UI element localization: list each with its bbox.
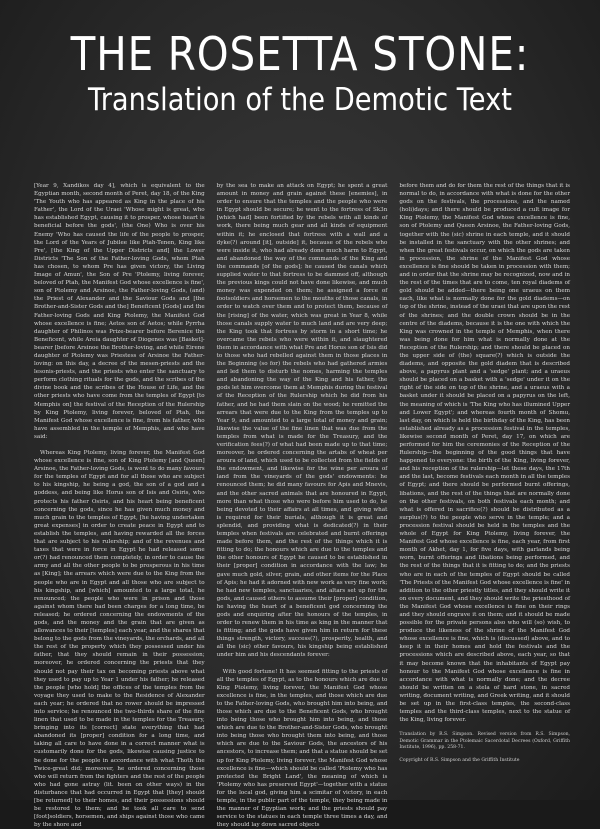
text-column-2 xyxy=(216,182,388,829)
translation-credits: Translation by R.S. Simpson. Revised version from R.S. Simpson, Demotic Grammar in the Ptolemaic Sacerdotal Decrees (Oxford, Griffith Institute, 1996), pp. 258-71. xyxy=(399,732,571,751)
copyright-notice: Copyright of R.S. Simpson and the Griffith Institute xyxy=(399,757,520,763)
column-2-paragraph-1: by the sea to make an attack on Egypt; he spent a great amount in money and grain against these [enemies], in order to ensure that the temples and the people who were in Egypt should be secure; he went to the fortress of Sk3n [which had] been fortified by the rebels with all kinds of work, there being much gear and all kinds of equipment within it; he enclosed that fortress with a wall and a dyke(?) around [it], outside] it, because of the rebels who were inside it, who had already done much harm to Egypt, and abandoned the way of the commands of the King and the commands [of the gods]; he caused the canals which supplied water to that fortress to be dammed off, although the previous kings could not have done likewise, and much money was expended on them; he assigned a force of footsoldiers and horsemen to the mouths of those canals, in order to watch over them and to protect them, because of the [rising] of the water, which was great in Year 8, while those canals supply water to much land and are very deep; the King took that fortress by storm in a short time; he overcame the rebels who were within it, and slaughtered them in accordance with what Pre and Horus son of Isis did to those who had rebelled against them in those places in the Beginning (so for) the rebels who had gathered armies and led them to disturb the nomes, harming the temples and abandoning the way of the King and his father, the gods let him overcome them at Memphis during the festival of the Reception of the Rulership which he did from his father, and he had them slain on the wood; he remitted the arrears that were due to the King from the temples up to Year 9, and amounted to a large total of money and grain; likewise the value of the fine linen that was due from the temples from what is made for the Treasury, and the verification fees(?) of what had been made up to that time; moreover, he ordered concerning the artabs of wheat per aroura of land, which used to be collected from the fields of the endowment, and likewise for the wine per aroura of land from the vineyards of the gods' endowments: he renounced them; he did many favours for Apis and Mnevis, and the other sacred animals that are honoured in Egypt, more than what those who were before him used to do, he being devoted to their affairs at all times, and giving what is required for their burials, although it is great and splendid, and providing what is dedicated(?) in their temples when festivals are celebrated and burnt offerings made before them, and the rest of the things which it is fitting to do; the honours which are due to the temples and the other honours of Egypt he caused to be established in their [proper] condition in accordance with the law; he gave much gold, silver, grain, and other items for the Place of Apis; he had it adorned with new work as very fine work; he had new temples, sanctuaries, and altars set up for the gods, and caused others to assume their [proper] condition, he having the heart of a beneficent god concerning the gods and enquiring after the honours of the temples, in order to renew them in his time as king in the manner that is fitting; and the gods have given him in return for these things strength, victory, success(?), prosperity, health, and all the (sic) other favours, his kingship being established under him and his descendants forever: xyxy=(216,183,388,659)
page-subtitle: Translation of the Demotic Text xyxy=(88,82,512,118)
column-1-paragraph-2: Whereas King Ptolemy, living forever, the Manifest God whose excellence is fine, son of King Ptolemy [and Queen] Arsinoe, the Father-loving Gods, is wont to do many favours for the temples of Egypt and for all those who are subject to his kingship, he being a god, the son of a god and a goddess, and being like Horus son of Isis and Osiris, who protects his father Osiris, and his heart being beneficent concerning the gods, since he has given much money and much grain to the temples of Egypt, [he having undertaken great expenses] in order to create peace in Egypt and to establish the temples, and having rewarded all the forces that are subject to his rulership; and of the revenues and taxes that were in force in Egypt he had released some or(?) had renounced them completely, in order to cause the army and all the other people to be prosperous in his time as [King]; the arrears which were due to the King from the people who are in Egypt and all those who are subject to his kingship, and [which] amounted to a large total, he renounced; the people who were in prison and those against whom there had been charges for a long time, he released; he ordered concerning the endowments of the gods, and the money and the grain that are given as allowances to their [temples] each year, and the shares that belong to the gods from the vineyards, the orchards, and all the rest of the property which they possessed under his father, that they should remain in their possession; moreover, he ordered concerning the priests that they should not pay their tax on becoming priests above what they used to pay up to Year 1 under his father; he released the people [who hold] the offices of the temples from the voyage they used to make to the Residence of Alexander each year; he ordered that no rower should be impressed into service; he renounced the two-thirds share of the fine linen that used to be made in the temples for the Treasury, bringing into its [correct] state everything that had abandoned its [proper] condition for a long time, and taking all care to have done in a correct manner what is customarily done for the gods, likewise causing justice to be done for the people in accordance with what Thoth the Twice-great did; moreover, he ordered concerning those who will return from the fighters and the rest of the people who had gone astray (lit. been on other ways) in the disturbance that had occurred in Egypt that [they] should [be returned] to their homes, and their possessions should be restored to them; and he took all care to send [foot]soldiers, horsemen, and ships against those who came by the shore and xyxy=(34,450,205,829)
column-1-paragraph-1: [Year 9, Xandikos day 4], which is equivalent to the Egyptian month, second month of Peret, day 18, of the King 'The Youth who has appeared as King in the place of his Father', the Lord of the Uraei 'Whose might is great, who has established Egypt, causing it to prosper, whose heart is beneficial before the gods', (the One) Who is over his Enemy 'Who has caused the life of the people to prosper, the Lord of the Years of Jubilee like Ptah-Tenen, King like Pre', [the King of the Upper Districts and] the Lower Districts 'The Son of the Father-loving Gods, whom Ptah has chosen, to whom Pre has given victory, the Living Image of Amun', the Son of Pre 'Ptolemy, living forever, beloved of Ptah, the Manifest God whose excellence is fine', son of Ptolemy and Arsinoe, the Father-loving Gods, (and) the Priest of Alexander and the Saviour Gods and [the Brother-and-Sister Gods and the] Beneficent [Gods] and the Father-loving Gods and King Ptolemy, the Manifest God whose excellence is fine; Aetos son of Aetos; while Pyrrha daughter of Philinos was Prize-bearer before Berenice the Beneficent, while Areia daughter of Diogenes was [Basket]-bearer [before Arsinoe the Brother-loving, and while Eirene daughter of Ptolemy was Priestess of Arsinoe the Father-loving: on this day, a decree of the mesen-priests and the lesonis-priests, and the priests who enter the sanctuary to perform clothing rituals for the gods, and the scribes of the divine book and the scribes of the House of Life, and the other priests who have come from the temples of Egypt [to Memphis on] the festival of the Reception of the Rulership by King Ptolemy, living forever, beloved of Ptah, the Manifest God whose excellence is fine, from his father, who have assembled in the temple of Memphis, and who have said: xyxy=(34,183,205,440)
column-2-paragraph-2: With good fortune! It has seemed fitting to the priests of all the temples of Egypt, as to the honours which are due to King Ptolemy, living forever, the Manifest God whose excellence is fine, in the temples, and those which are due to the Father-loving Gods, who brought him into being, and those which are due to the Beneficent Gods, who brought into being those who brought him into being, and those which are due to the Brother-and-Sister Gods, who brought into being those who brought them into being, and those which are due to the Saviour Gods, the ancestors of his ancestors, to increase them; and that a statue should be set up for King Ptolemy, living forever, the Manifest God whose excellence is fine—which should be called 'Ptolemy who has protected the Bright Land', the meaning of which is 'Ptolemy who has preserved Egypt'—together with a statue for the local god, giving him a scimitar of victory, in each temple, in the public part of the temple, they being made in the manner of Egyptian work; and the priests should pay service to the statues in each temple three times a day, and they should lay down sacred objects xyxy=(216,668,388,829)
page-title: THE ROSETTA STONE: xyxy=(70,27,530,81)
text-column-1 xyxy=(34,182,205,829)
text-column-3 xyxy=(399,182,570,794)
column-3-paragraph-1: before them and do for them the rest of the things that it is normal to do, in accordance with what is done for the other gods on the festivals, the processions, and the named (holi)days; and there should be produced a cult image for King Ptolemy, the Manifest God whose excellence is fine, son of Ptolemy and Queen Arsinoe, the Father-loving Gods, together with the (sic) shrine in each temple, and it should be installed in the sanctuary with the other shrines; and when the great festivals occur, on which the gods are taken in procession, the shrine of the Manifest God whose excellence is fine should be taken in procession with them; and in order that the shrine may be recognized, now and in the rest of the times that are to come, ten royal diadems of gold should be added—there being one uraeus on them each, like what is normally done for the gold diadems—on top of the shrine, instead of the uraei that are upon the rest of the shrines; and the double crown should be in the centre of the diadems, because it is the one with which the King was crowned in the temple of Memphis, when there was being done for him what is normally done at the Reception of the Rulership; and there should be placed on the upper side of (the) square(?) which is outside the diadems, and opposite the gold diadem that is described above, a papyrus plant and a 'sedge' plant; and a uraeus should be placed on a basket with a 'sedge' under it on the right of the side on top of the shrine, and a uraeus with a basket under it should be placed on a papyrus on the left, the meaning of which is 'The King who has illumined Upper and Lower Egypt'; and whereas fourth month of Shomu, last day, on which is held the birthday of the King, has been established already as a procession festival in the temples, likewise second month of Peret, day 17, on which are performed for him the ceremonies of the Reception of the Rulership—the beginning of the good things that have happened to everyone: the birth of the King, living forever, and his reception of the rulership—let these days, the 17th and the last, become festivals each month in all the temples of Egypt; and there should be performed burnt offerings, libations, and the rest of the things that are normally done on the other festivals, on both festivals each month; and what is offered in sacrifice(?) should be distributed as a surplus(?) to the people who serve in the temple; and a procession festival should be held in the temples and the whole of Egypt for King Ptolemy, living forever, the Manifest God whose excellence is fine, each year, from first month of Akhet, day 1, for five days, with garlands being worn, burnt offerings and libations being performed, and the rest of the things that it is fitting to do; and the priests who are in each of the temples of Egypt should be called 'The Priests of the Manifest God whose excellence is fine' in addition to the other priestly titles, and they should write it on every document, and they should write the priesthood of the Manifest God whose excellence is fine on their rings and they should engrave it on them; and it should be made possible for the private persons also who will (so) wish, to produce the likeness of the shrine of the Manifest God whose excellence is fine, which is (discussed) above, and to keep it in their homes and hold the festivals and the processions which are described above, each year, so that it may become known that the inhabitants of Egypt pay honour to the Manifest God whose excellence is fine in accordance with what is normally done; and the decree should be written on a stela of hard stone, in sacred writing, document writing, and Greek writing, and it should be set up in the first-class temples, the second-class temples and the third-class temples, next to the statue of the King, living forever. xyxy=(399,183,571,724)
text-columns xyxy=(34,182,571,829)
